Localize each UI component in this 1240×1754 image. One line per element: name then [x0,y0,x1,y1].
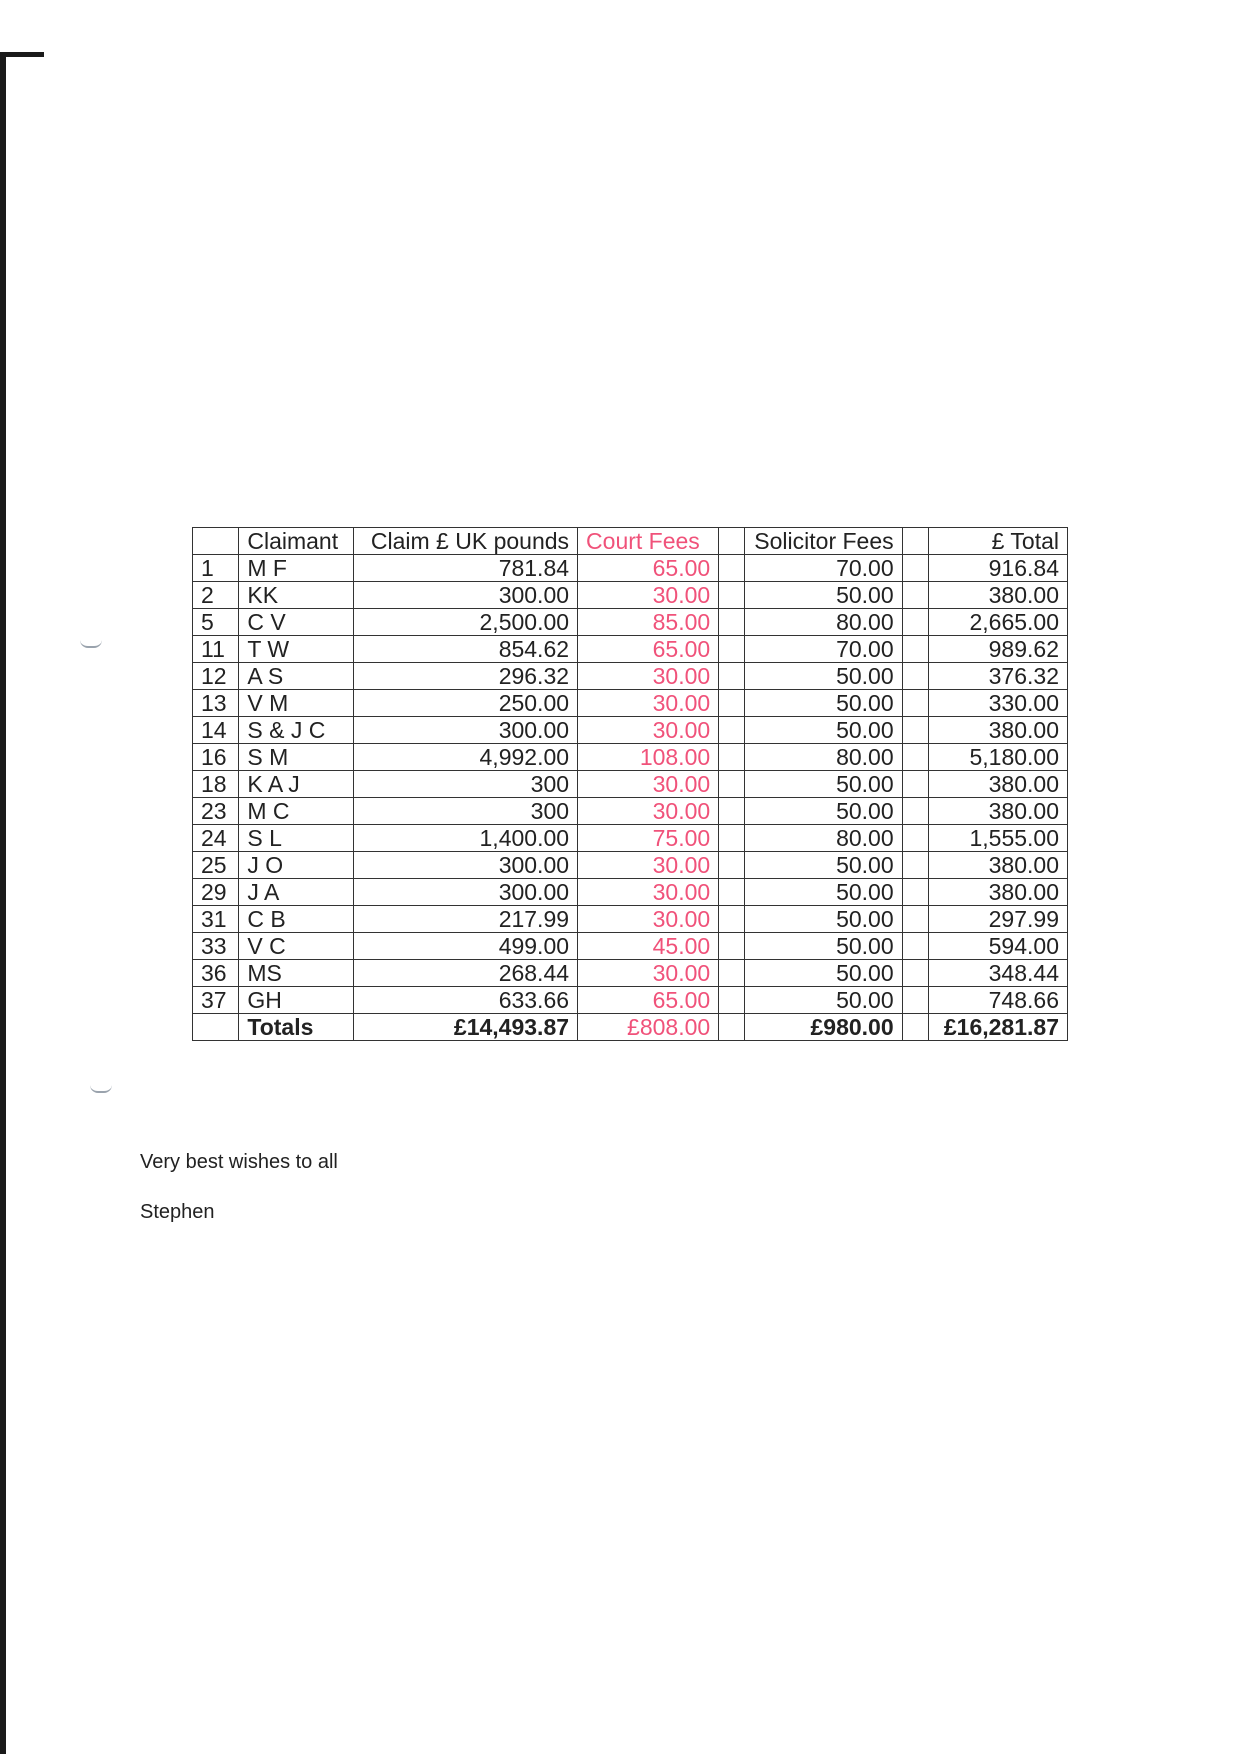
table-row [193,960,1068,987]
totals-solicitor-fees: £980.00 [745,1014,902,1041]
row-total: 330.00 [928,690,1067,717]
column-gap [902,717,928,744]
row-claim: 250.00 [354,690,578,717]
column-gap [719,987,745,1014]
row-solicitor-fees: 50.00 [745,906,902,933]
column-gap [902,987,928,1014]
row-claim: 781.84 [354,555,578,582]
row-index: 13 [193,690,239,717]
row-solicitor-fees: 50.00 [745,798,902,825]
row-solicitor-fees: 70.00 [745,636,902,663]
header-claim: Claim £ UK pounds [354,528,578,555]
column-gap [719,636,745,663]
row-index: 1 [193,555,239,582]
column-gap [719,582,745,609]
row-court-fees: 30.00 [578,798,719,825]
row-claimant: J O [239,852,354,879]
row-index: 36 [193,960,239,987]
column-gap [902,663,928,690]
scan-page-edge [0,52,6,1754]
totals-row [193,1014,1068,1041]
row-index: 23 [193,798,239,825]
header-index [193,528,239,555]
row-total: 380.00 [928,879,1067,906]
row-court-fees: 45.00 [578,933,719,960]
column-gap [719,798,745,825]
row-total: 748.66 [928,987,1067,1014]
row-claimant: A S [239,663,354,690]
row-claimant: GH [239,987,354,1014]
header-claimant: Claimant [239,528,354,555]
row-total: 1,555.00 [928,825,1067,852]
row-index: 29 [193,879,239,906]
row-claimant: T W [239,636,354,663]
table-row [193,555,1068,582]
row-total: 380.00 [928,798,1067,825]
row-court-fees: 30.00 [578,906,719,933]
scan-mark [80,640,102,648]
table-row [193,825,1068,852]
row-claim: 300.00 [354,879,578,906]
column-gap [719,906,745,933]
table-row [193,933,1068,960]
column-gap [902,879,928,906]
row-total: 380.00 [928,582,1067,609]
row-index: 37 [193,987,239,1014]
row-total: 348.44 [928,960,1067,987]
row-solicitor-fees: 50.00 [745,690,902,717]
column-gap [719,771,745,798]
column-gap [719,663,745,690]
column-gap [902,555,928,582]
table-row [193,744,1068,771]
row-solicitor-fees: 50.00 [745,879,902,906]
row-index: 24 [193,825,239,852]
scan-page-edge-top [0,52,44,57]
table-row [193,771,1068,798]
column-gap [902,906,928,933]
row-claimant: C B [239,906,354,933]
table-body [193,528,1068,1041]
table-row [193,987,1068,1014]
row-claim: 300.00 [354,852,578,879]
table-row [193,582,1068,609]
table-row [193,636,1068,663]
column-gap [902,798,928,825]
claims-table [192,527,1068,1041]
row-claim: 300 [354,771,578,798]
row-solicitor-fees: 50.00 [745,987,902,1014]
row-court-fees: 30.00 [578,960,719,987]
closing-signature: Stephen [140,1201,215,1223]
row-index: 12 [193,663,239,690]
row-index: 5 [193,609,239,636]
row-claimant: J A [239,879,354,906]
column-gap [902,582,928,609]
row-court-fees: 75.00 [578,825,719,852]
column-gap [902,825,928,852]
row-court-fees: 65.00 [578,555,719,582]
row-claimant: MS [239,960,354,987]
column-gap [902,528,928,555]
row-solicitor-fees: 50.00 [745,663,902,690]
row-claimant: V M [239,690,354,717]
column-gap [902,771,928,798]
row-court-fees: 65.00 [578,987,719,1014]
header-total: £ Total [928,528,1067,555]
column-gap [719,933,745,960]
column-gap [902,960,928,987]
row-court-fees: 108.00 [578,744,719,771]
closing-wishes: Very best wishes to all [140,1151,338,1173]
column-gap [719,825,745,852]
row-solicitor-fees: 50.00 [745,717,902,744]
row-total: 989.62 [928,636,1067,663]
row-total: 380.00 [928,771,1067,798]
scan-mark [90,1085,112,1093]
row-total: 5,180.00 [928,744,1067,771]
column-gap [719,528,745,555]
row-total: 916.84 [928,555,1067,582]
row-index: 33 [193,933,239,960]
row-total: 380.00 [928,852,1067,879]
row-solicitor-fees: 50.00 [745,852,902,879]
row-claim: 300.00 [354,717,578,744]
table-row [193,798,1068,825]
row-solicitor-fees: 80.00 [745,609,902,636]
row-solicitor-fees: 80.00 [745,825,902,852]
row-solicitor-fees: 80.00 [745,744,902,771]
row-claim: 217.99 [354,906,578,933]
row-claimant: C V [239,609,354,636]
row-solicitor-fees: 50.00 [745,933,902,960]
row-solicitor-fees: 50.00 [745,582,902,609]
column-gap [902,744,928,771]
header-solicitor-fees: Solicitor Fees [745,528,902,555]
row-claim: 296.32 [354,663,578,690]
row-total: 2,665.00 [928,609,1067,636]
row-claimant: K A J [239,771,354,798]
row-claimant: M C [239,798,354,825]
totals-court-fees: £808.00 [578,1014,719,1041]
row-claim: 300.00 [354,582,578,609]
row-court-fees: 30.00 [578,879,719,906]
totals-total: £16,281.87 [928,1014,1067,1041]
table-row [193,852,1068,879]
column-gap [719,960,745,987]
row-court-fees: 30.00 [578,717,719,744]
row-index: 25 [193,852,239,879]
totals-claim: £14,493.87 [354,1014,578,1041]
column-gap [719,690,745,717]
column-gap [902,933,928,960]
column-gap [719,852,745,879]
row-claim: 4,992.00 [354,744,578,771]
row-total: 376.32 [928,663,1067,690]
header-row [193,528,1068,555]
row-claimant: V C [239,933,354,960]
row-claimant: S L [239,825,354,852]
column-gap [719,555,745,582]
row-index: 18 [193,771,239,798]
row-claimant: M F [239,555,354,582]
row-court-fees: 65.00 [578,636,719,663]
table-row [193,609,1068,636]
row-index: 2 [193,582,239,609]
row-claim: 1,400.00 [354,825,578,852]
column-gap [719,717,745,744]
row-claimant: S & J C [239,717,354,744]
row-claim: 633.66 [354,987,578,1014]
row-total: 380.00 [928,717,1067,744]
column-gap [719,1014,745,1041]
row-claim: 268.44 [354,960,578,987]
row-claim: 499.00 [354,933,578,960]
totals-index [193,1014,239,1041]
row-claim: 854.62 [354,636,578,663]
header-court-fees: Court Fees [578,528,719,555]
column-gap [719,609,745,636]
table-row [193,717,1068,744]
column-gap [902,852,928,879]
row-total: 297.99 [928,906,1067,933]
row-court-fees: 30.00 [578,771,719,798]
row-claimant: S M [239,744,354,771]
row-total: 594.00 [928,933,1067,960]
row-index: 31 [193,906,239,933]
row-claim: 300 [354,798,578,825]
row-court-fees: 30.00 [578,690,719,717]
row-solicitor-fees: 50.00 [745,960,902,987]
table-row [193,879,1068,906]
column-gap [902,636,928,663]
table-row [193,906,1068,933]
row-court-fees: 30.00 [578,852,719,879]
column-gap [902,609,928,636]
row-solicitor-fees: 70.00 [745,555,902,582]
row-claimant: KK [239,582,354,609]
row-index: 11 [193,636,239,663]
column-gap [902,1014,928,1041]
row-court-fees: 30.00 [578,663,719,690]
column-gap [902,690,928,717]
totals-label: Totals [239,1014,354,1041]
row-index: 14 [193,717,239,744]
table-row [193,663,1068,690]
row-solicitor-fees: 50.00 [745,771,902,798]
row-court-fees: 30.00 [578,582,719,609]
row-index: 16 [193,744,239,771]
column-gap [719,879,745,906]
row-claim: 2,500.00 [354,609,578,636]
column-gap [719,744,745,771]
row-court-fees: 85.00 [578,609,719,636]
table-row [193,690,1068,717]
